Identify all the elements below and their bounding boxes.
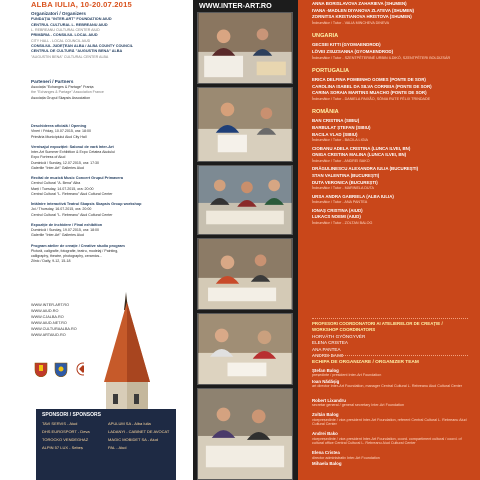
workshop-photo <box>197 12 293 84</box>
program-detail: Pictură, caligrafie, fotografie, teatru, modelaj / Painting, <box>31 249 119 254</box>
participants-column <box>298 0 480 480</box>
partners-section <box>31 79 191 101</box>
program-title: Program atelier de creație / Creative studio program <box>31 243 125 248</box>
info-column <box>0 0 193 480</box>
team-member-name: Andrei Bako <box>312 431 338 437</box>
sponsor-item: APULUM SA - Alba Iulia <box>108 421 151 426</box>
coordinator-name: ANDREI BAKO <box>312 353 344 359</box>
program-detail: Duminică / Sunday, 12.07.2015, ora: 17:30 <box>31 160 100 165</box>
sponsors-list <box>42 421 170 450</box>
program-detail: Inter-Art Summer Exhibition & Expo Cetatea Aiudului <box>31 150 115 155</box>
link-item[interactable]: WWW.ARTAIUD.RO <box>31 333 66 337</box>
organizers-section <box>31 11 191 60</box>
participant-name: CARINA SORAIA MARTINS MUACHO (PONTE DE SOR) <box>312 90 427 96</box>
divider <box>312 318 468 319</box>
program-detail: Galeriile "Inter-Art" Galleries Aiud <box>31 165 84 170</box>
team-member-role: președinte / president Inter-Art Foundation <box>312 373 382 378</box>
sponsor-item: DHS EUROSPORT - Deva <box>42 429 90 434</box>
organizers-list <box>31 17 191 60</box>
partner-line: Asociația Grupul Skapsis Association <box>31 95 91 100</box>
workshop-photo <box>197 165 293 235</box>
tutor-line: Îndrumător / Tutor - ZOLTAN BALOG <box>312 220 373 225</box>
participant-name: STAN VALENTINA (BUCUREȘTI) <box>312 172 380 178</box>
tutor-line: Îndrumător / Tutor - MARINELA DUTA <box>312 186 375 191</box>
coat-of-arms-icon <box>55 363 67 377</box>
website-url[interactable]: WWW.INTER-ART.RO <box>199 1 272 10</box>
program-detail: Galeriile "Inter-Art" Galleries Aiud <box>31 233 84 238</box>
team-member-role: director administrativ Inter-Art Foundation <box>312 455 380 460</box>
program-detail: Central Cultural "L. Rebreanu" Aiud Cultural Center <box>31 191 113 196</box>
program-item <box>31 244 191 265</box>
program-item <box>31 176 191 197</box>
organizer-line: CENTRUL DE CULTURĂ "AUGUSTIN BENA" ALBA <box>31 49 123 54</box>
organizer-line: CENTRUL CULTURAL L. REBREANU AIUD <box>31 22 108 27</box>
team-heading: ECHIPA DE ORGANIZARE / ORGANIZER TEAM <box>312 360 419 365</box>
program-section <box>31 124 191 270</box>
country-heading: ROMÂNIA <box>312 109 339 116</box>
workshop-photo <box>197 313 293 385</box>
participant-name: CIOBANU ADELA CRISTINA (LUNCA ILVEI, BN) <box>312 145 411 151</box>
sponsor-item: TOROCKO VENDEGHAZ <box>42 437 89 442</box>
sponsor-item: PAL - Aiud <box>108 445 127 450</box>
organizer-line: L. REBREANU CULTURAL CENTER AIUD <box>31 28 100 33</box>
organizer-line: CITY HALL - LOCAL COUNCIL AIUD <box>31 38 91 43</box>
partner-line: Asociația "Echanges & Partage" Franța <box>31 85 94 90</box>
tutor-line: Îndrumător / Tutor - BACILA LIGIA <box>312 138 368 143</box>
participant-name: IVANA -MADLEN DIYANOVA ZLATEVA (SHUMEN) <box>312 7 414 13</box>
coat-of-arms-icon <box>35 363 47 377</box>
participant-name: LÖVEI ZSUZSANNA (GYOMAENDROD) <box>312 48 394 54</box>
coordinator-name: ANA PANTEA <box>312 346 341 352</box>
participant-name: BARBULAT ȘTEFAN (SIBIU) <box>312 124 371 130</box>
program-title: Deschiderea oficială / Opening <box>31 124 87 128</box>
sponsors-panel <box>36 409 176 480</box>
partners-heading: Parteneri / Partners <box>31 79 74 84</box>
tutor-line: Îndrumător / Tutor - ANDREI BAKO <box>312 158 370 163</box>
tutor-line: Îndrumător / Tutor - DANIELA PAIXÃO, SÓNIA RUTE FÉLIX TRINDADE <box>312 96 431 101</box>
workshop-photo <box>197 388 293 480</box>
sponsor-item: TAVI SERVIS - Aiud <box>42 421 78 426</box>
organizer-line: CONSILIUL JUDEȚEAN ALBA / ALBA COUNTY COUNCIL <box>31 43 134 48</box>
coordinator-name: HORVÁTH GYÖNGYVÉR <box>312 334 366 339</box>
program-detail: Primăria Municipiului Aiud City Hall <box>31 134 87 139</box>
team-member-name: Ștefan Balog <box>312 368 339 373</box>
link-item[interactable]: WWW.INTER-ART.RO <box>31 303 70 307</box>
link-item[interactable]: WWW.AIUD-NET.RO <box>31 321 67 325</box>
program-item <box>31 223 191 239</box>
program-detail: Vineri / Friday, 10.07.2015, ora: 18:00 <box>31 129 91 134</box>
link-item[interactable]: WWW.CJALBA.RO <box>31 315 64 319</box>
program-detail: calligraphy, theatre, photography, ceramics... <box>31 254 103 259</box>
sponsors-heading: SPONSORI / SPONSORS <box>42 412 101 418</box>
sponsor-item: MAGIC MOBIDET SA - Aiud <box>108 437 158 442</box>
organizer-line: "AUGUSTIN BENA" CULTURAL CENTER ALBA <box>31 54 109 59</box>
participant-name: BACILA VLAD (SIBIU) <box>312 131 358 137</box>
program-title: Expoziție de închidere / Final exhibition <box>31 222 103 227</box>
participant-name: ANNA BORISLAVOVA ZAHARIEVA (SHUMEN) <box>312 1 407 6</box>
link-item[interactable]: WWW.CULTURAALBA.RO <box>31 327 77 331</box>
coordinator-name: ELENA CRISTEA <box>312 340 348 346</box>
program-detail: Centrul Cultural "L. Rebreanu" Aiud Cultural Center <box>31 212 113 217</box>
team-member-name: Ioan Nădășig <box>312 378 340 384</box>
team-member-role: secretar general / general secretary Inter-Art Foundation <box>312 403 405 408</box>
tutor-line: Îndrumător / Tutor - SZENTPÉTERINÉ URBIN ILDIKÓ, SZENTPÉTERI BOLDIZSÁR <box>312 55 451 60</box>
program-item <box>31 202 191 218</box>
links-list <box>31 302 77 338</box>
country-heading: UNGARIA <box>312 33 339 40</box>
event-date: ALBA IULIA, 10-20.07.2015 <box>31 0 132 9</box>
participant-name: BAN CRISTINA (SIBIU) <box>312 118 360 124</box>
program-detail: Marți / Tuesday, 14.07.2015, ora: 20:00 <box>31 186 94 191</box>
organizers-heading: Organizatori / Organizers <box>31 11 86 16</box>
program-detail: Centrul Cultural "A. Bena" Alba <box>31 181 81 186</box>
tutor-line: Îndrumător / Tutor - ANA PANTEA <box>312 200 368 205</box>
team-member-name: Robert Lixandru <box>312 397 346 403</box>
tutor-line: Îndrumător / Tutor - VALIA MINCHEVA DINEVA <box>312 20 390 25</box>
participant-name: GECSEI KITTI (GYOMAENDROD) <box>312 42 381 48</box>
team-member-role: vicepreședinte / vice-president Inter-Art Foundation, referent Central Cultural L. Rebreanu Aiud Cultural Center <box>312 417 467 427</box>
link-item[interactable]: WWW.AIUD.RO <box>31 309 59 313</box>
program-list <box>31 124 191 265</box>
workshop-photo <box>197 87 293 162</box>
program-title: Recital de muzică Music Concert Grupul Primavera <box>31 176 123 181</box>
workshop-photo <box>197 238 293 310</box>
program-detail: Zilnic / Daily, 9-12, 15-18 <box>31 259 71 264</box>
program-detail: Joi / Thursday, 16.07.2015, ora: 20:00 <box>31 207 92 212</box>
organizer-line: PRIMĂRIA - CONSILIUL LOCAL AIUD <box>31 33 98 38</box>
program-item <box>31 145 191 171</box>
sponsor-item: LADANYI - CABINET DE AVOCAT <box>108 429 170 434</box>
participant-name: LUKACS NOEMI (AIUD) <box>312 214 361 220</box>
participant-name: ZORNITSA KRISTIANOVA HRISTOVA (SHUMEN) <box>312 14 412 20</box>
team-member-name: Zoltán Balog <box>312 412 339 418</box>
coordinators-heading: PROFESORI COORDONATORI AI ATELIERELOR DE CREAȚIE / WORKSHOP COORDINATORS <box>312 321 443 332</box>
participant-name: IONAȘ CRISTINA (AIUD) <box>312 207 363 213</box>
participant-name: ERICA DELFINA POMBINHO GOMES (PONTE DE SOR) <box>312 77 426 82</box>
participant-name: DRĂGULINESCU ALEXANDRA IULIA (BUCUREȘTI) <box>312 166 419 172</box>
program-detail: Expo Fortress of Aiud <box>31 155 66 160</box>
program-title: Vernisajul expoziției: Salonul de vară Inter-Art <box>31 144 114 149</box>
partner-line: the "Echanges & Partage" Association France <box>31 90 104 95</box>
team-member-role: vicepreședinte / vice-president Inter-Art Foundation, coord. compartiment cultural / coord. of cultural office Central Cultural L. Rebreanu Aiud Cultural Center <box>312 436 462 446</box>
participant-name: URSA ANDRA GABRIELA (ALBA IULIA) <box>312 193 394 199</box>
team-member-name: Elena Cristea <box>312 450 340 456</box>
participant-name: DUTA VERONICA (BUCUREȘTI) <box>312 179 378 185</box>
organizer-line: FUNDAȚIA "INTER-ART" FOUNDATION AIUD <box>31 17 112 22</box>
participant-name: ONIGA CRISTINA MALINA (LUNCA ILVEI, BN) <box>312 152 407 158</box>
photo-strip <box>193 0 298 480</box>
program-title: Întâlnire interactivă Teatrul Skapsis Skapsis Group workshop <box>31 202 142 207</box>
program-item <box>31 124 191 140</box>
country-heading: PORTUGALIA <box>312 68 349 74</box>
team-member-role: art director Inter-Art Foundation, manager Central Cultural L. Rebreanu Aiud Cultural Center <box>312 384 463 389</box>
program-detail: Duminică / Sunday, 19.07.2015, ora: 18:00 <box>31 228 100 233</box>
team-member-name: Mihaela Balog <box>312 461 342 467</box>
participant-name: CAROLINA ISABEL DA SILVA CORREIA (PONTE DE SOR) <box>312 83 432 89</box>
sponsor-item: ALPIN 57 LUX - Sebeș <box>42 445 83 450</box>
